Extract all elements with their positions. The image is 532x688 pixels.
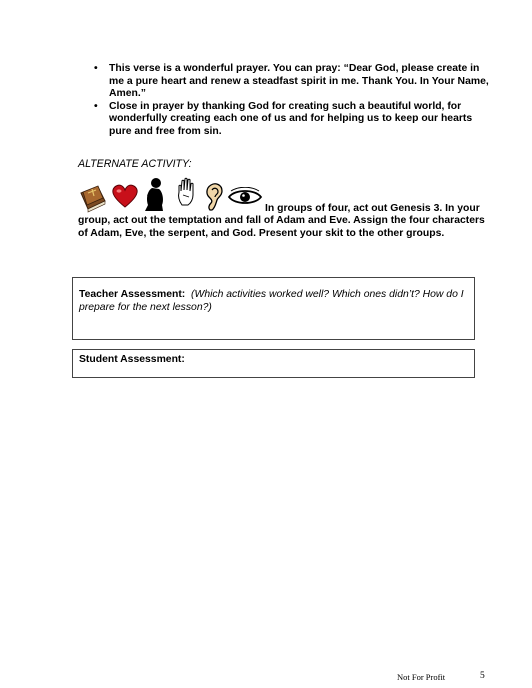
teacher-assessment-box[interactable] [72, 277, 475, 340]
student-assessment-box[interactable] [72, 349, 475, 378]
bullet-marker: • [94, 63, 98, 74]
footer-text: Not For Profit [397, 672, 446, 682]
student-assessment-label: Student Assessment: [79, 354, 185, 365]
activity-instructions: In groups of four, act out Genesis 3. In your group, act out the temptation and fall of Adam and Eve. Assign the four characters of Adam, Eve, the serpent, and God. Present your skit to the other groups. [78, 203, 485, 239]
bullet-item [94, 63, 494, 101]
bullet-item [94, 101, 494, 139]
alternate-activity-heading: ALTERNATE ACTIVITY: [78, 158, 192, 170]
alternate-activity-text [78, 203, 488, 240]
closing-bullet-list [94, 63, 494, 139]
bullet-text: This verse is a wonderful prayer. You can pray: “Dear God, please create in me a pure heart and renew a steadfast spirit in me. Thank You. In Your Name, Amen.” [109, 63, 489, 100]
page-number: 5 [480, 671, 485, 681]
teacher-assessment-prompt: (Which activities worked well? Which ones didn’t? How do I prepare for the next lesson?) [79, 289, 464, 313]
bullet-text: Close in prayer by thanking God for creating such a beautiful world, for wonderfully creating each one of us and for helping us to keep our hearts pure and free from sin. [109, 100, 473, 137]
teacher-assessment-label: Teacher Assessment: [79, 289, 186, 300]
bullet-marker: • [94, 100, 98, 112]
